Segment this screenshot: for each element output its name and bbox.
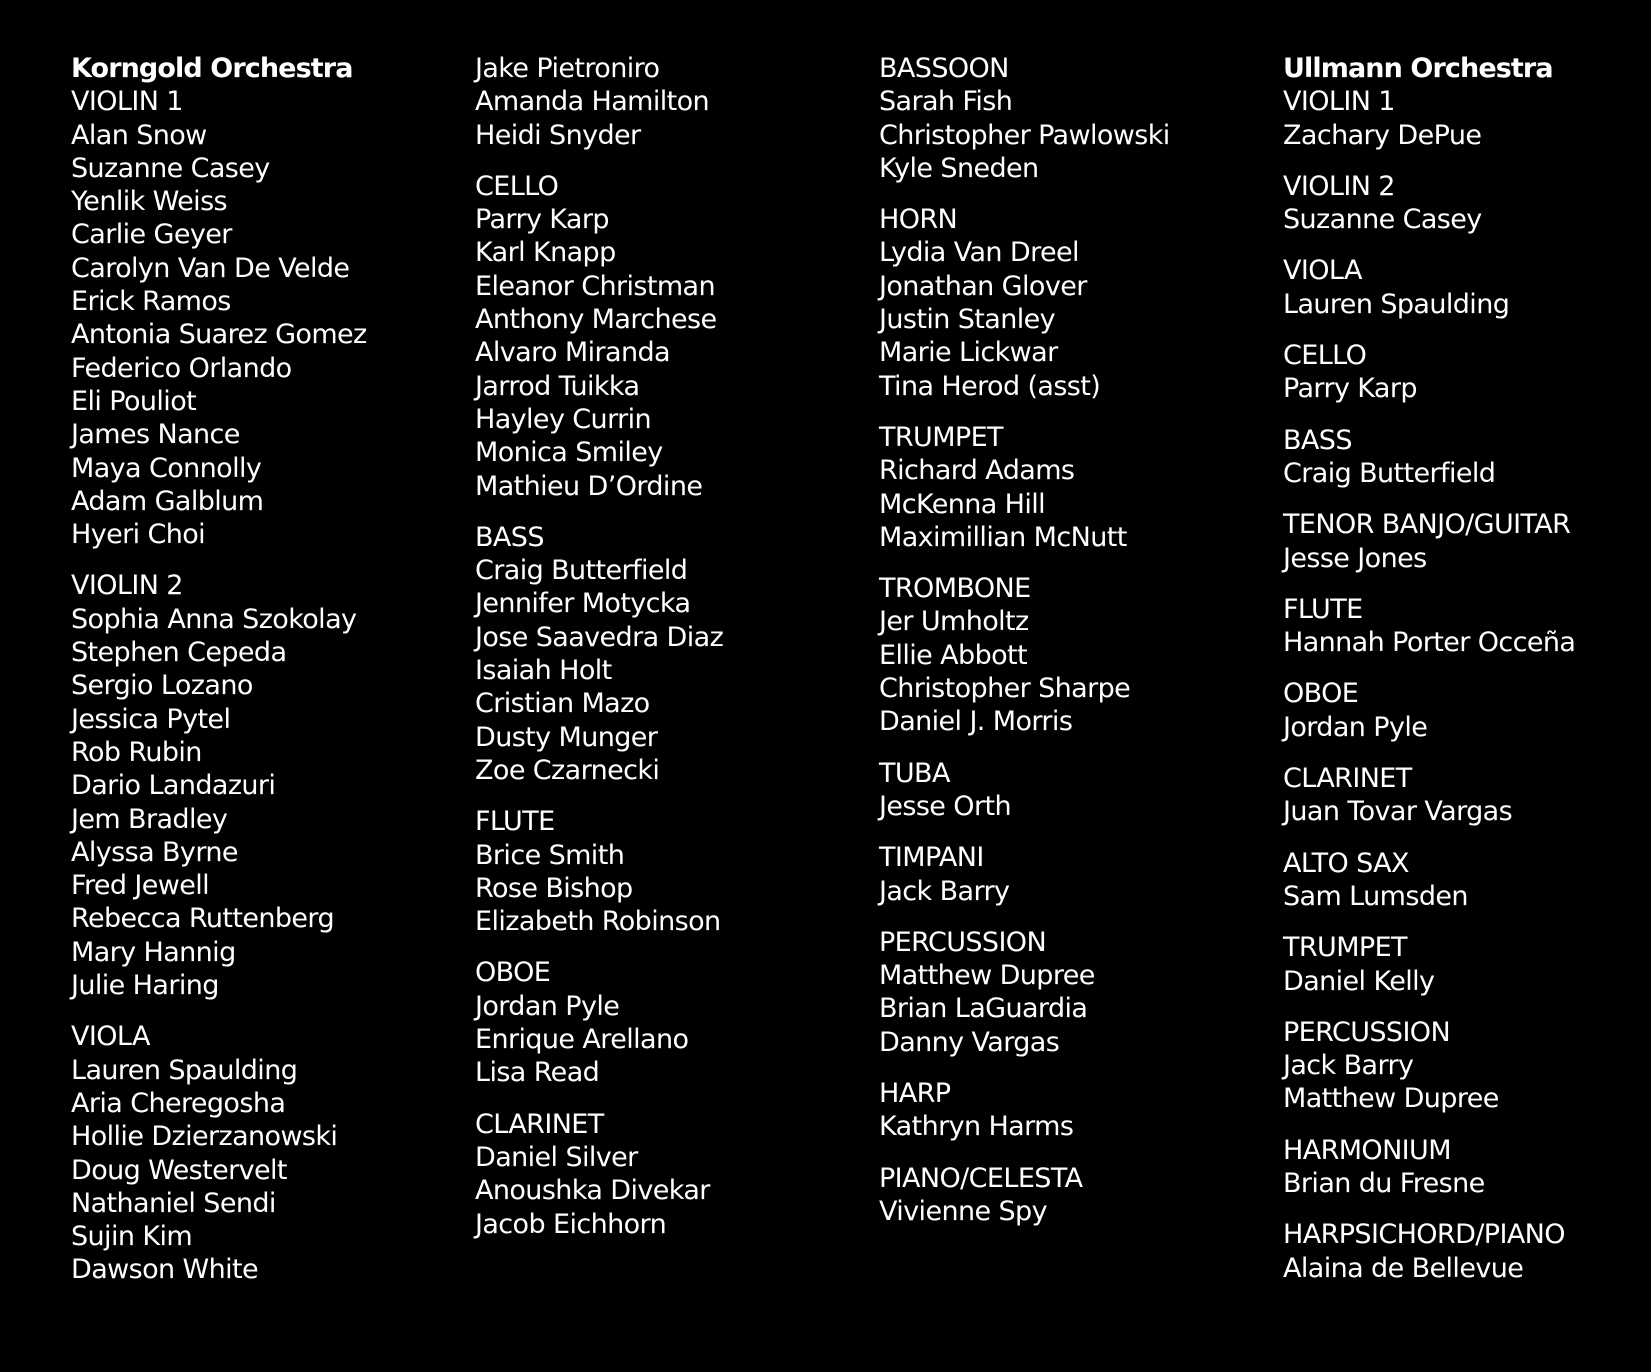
musician-name: Tina Herod (asst) <box>879 370 1101 402</box>
instrument-section <box>879 52 1274 185</box>
musician-name: Sophia Anna Szokolay <box>71 603 357 635</box>
musician-name: Zachary DePue <box>1283 119 1482 151</box>
musician-name: Adam Galblum <box>71 485 264 517</box>
musician-name: Amanda Hamilton <box>475 86 710 118</box>
musician-name: Kyle Sneden <box>879 152 1039 184</box>
musician-name: Suzanne Casey <box>71 152 270 184</box>
musician-name: Richard Adams <box>879 455 1075 487</box>
musician-name: Christopher Pawlowski <box>879 119 1170 151</box>
section-heading: VIOLIN 2 <box>1283 170 1395 202</box>
musician-name: Lauren Spaulding <box>71 1054 298 1086</box>
instrument-section <box>71 1020 466 1286</box>
instrument-section <box>1283 339 1651 406</box>
musician-name: Fred Jewell <box>71 870 210 902</box>
musician-name: Justin Stanley <box>879 304 1055 336</box>
musician-name: Karl Knapp <box>475 237 616 269</box>
instrument-section <box>1283 762 1651 829</box>
section-heading: CLARINET <box>1283 763 1412 795</box>
musician-name: Rose Bishop <box>475 872 633 904</box>
musician-name: Monica Smiley <box>475 437 663 469</box>
musician-name: Juan Tovar Vargas <box>1283 796 1513 828</box>
musician-name: Ellie Abbott <box>879 639 1027 671</box>
section-heading: PERCUSSION <box>1283 1016 1451 1048</box>
musician-name: Maya Connolly <box>71 452 262 484</box>
section-heading: BASSOON <box>879 53 1009 84</box>
musician-name: Aria Cheregosha <box>71 1087 286 1119</box>
instrument-section <box>71 569 466 1002</box>
instrument-section <box>475 521 870 787</box>
musician-name: James Nance <box>71 419 240 451</box>
musician-name: Suzanne Casey <box>1283 204 1482 236</box>
musician-name: Jem Bradley <box>71 803 228 835</box>
musician-name: Kathryn Harms <box>879 1111 1074 1143</box>
musician-name: Mary Hannig <box>71 936 236 968</box>
musician-name: Stephen Cepeda <box>71 637 287 669</box>
musician-name: Lisa Read <box>475 1057 600 1089</box>
section-heading: BASS <box>475 521 544 553</box>
section-heading: CLARINET <box>475 1108 604 1140</box>
musician-name: Jesse Jones <box>1283 542 1427 574</box>
section-heading: OBOE <box>475 957 551 989</box>
section-heading: OBOE <box>1283 678 1359 710</box>
musician-name: Parry Karp <box>1283 373 1417 405</box>
musician-name: Enrique Arellano <box>475 1024 689 1056</box>
instrument-section <box>879 757 1274 824</box>
musician-name: Eli Pouliot <box>71 385 197 417</box>
section-heading: FLUTE <box>475 806 555 838</box>
musician-name: Brice Smith <box>475 839 625 871</box>
orchestra-title: Ullmann Orchestra <box>1283 53 1553 84</box>
musician-name: Rob Rubin <box>71 736 202 768</box>
musician-name: Jake Pietroniro <box>475 53 660 84</box>
musician-name: Yenlik Weiss <box>71 186 228 218</box>
section-heading: VIOLIN 1 <box>1283 86 1395 118</box>
section-heading: VIOLIN 1 <box>71 86 183 118</box>
instrument-section <box>1283 170 1651 237</box>
musician-name: Anthony Marchese <box>475 304 717 336</box>
musician-name: Brian LaGuardia <box>879 993 1088 1025</box>
instrument-section <box>879 926 1274 1059</box>
musician-name: Zoe Czarnecki <box>475 754 660 786</box>
musician-name: Hayley Currin <box>475 403 652 435</box>
musician-name: Julie Haring <box>71 970 219 1002</box>
musician-name: Antonia Suarez Gomez <box>71 319 367 351</box>
musician-name: Lydia Van Dreel <box>879 237 1079 269</box>
instrument-section <box>475 170 870 503</box>
roster-column-3 <box>879 52 1274 1228</box>
musician-name: Jacob Eichhorn <box>475 1208 667 1240</box>
section-heading: TRUMPET <box>1283 932 1407 964</box>
musician-name: Jarrod Tuikka <box>475 370 640 402</box>
musician-name: Jonathan Glover <box>879 270 1087 302</box>
instrument-section <box>475 805 870 938</box>
musician-name: Doug Westervelt <box>71 1154 287 1186</box>
musician-name: Lauren Spaulding <box>1283 288 1510 320</box>
musician-name: Jennifer Motycka <box>475 588 691 620</box>
musician-name: Sarah Fish <box>879 86 1013 118</box>
musician-name: Cristian Mazo <box>475 688 650 720</box>
roster-column-4 <box>1283 52 1651 1285</box>
musician-name: Federico Orlando <box>71 352 292 384</box>
section-heading: FLUTE <box>1283 593 1363 625</box>
musician-name: Erick Ramos <box>71 286 231 318</box>
musician-name: Alan Snow <box>71 119 207 151</box>
musician-name: Jessica Pytel <box>71 703 231 735</box>
musician-name: Carolyn Van De Velde <box>71 252 350 284</box>
instrument-section <box>475 52 870 152</box>
instrument-section <box>1283 254 1651 321</box>
musician-name: Anoushka Divekar <box>475 1175 710 1207</box>
musician-name: Marie Lickwar <box>879 337 1058 369</box>
instrument-section <box>1283 1134 1651 1201</box>
instrument-section <box>879 841 1274 908</box>
instrument-section <box>1283 847 1651 914</box>
section-heading: HORN <box>879 204 958 236</box>
section-heading: HARMONIUM <box>1283 1134 1451 1166</box>
musician-name: Mathieu D’Ordine <box>475 470 703 502</box>
musician-name: Hannah Porter Occeña <box>1283 627 1576 659</box>
musician-name: Christopher Sharpe <box>879 673 1131 705</box>
musician-name: Sergio Lozano <box>71 670 253 702</box>
musician-name: Jordan Pyle <box>475 990 620 1022</box>
instrument-section <box>879 1077 1274 1144</box>
instrument-section <box>1283 508 1651 575</box>
musician-name: Carlie Geyer <box>71 219 232 251</box>
instrument-section <box>475 956 870 1089</box>
instrument-section <box>1283 424 1651 491</box>
section-heading: BASS <box>1283 424 1352 456</box>
musician-name: Dario Landazuri <box>71 770 276 802</box>
musician-name: Parry Karp <box>475 204 609 236</box>
instrument-section <box>1283 1218 1651 1285</box>
section-heading: HARP <box>879 1078 951 1110</box>
section-heading: VIOLA <box>1283 255 1362 287</box>
instrument-section <box>879 1162 1274 1229</box>
section-heading: TIMPANI <box>879 842 984 874</box>
instrument-section <box>475 1108 870 1241</box>
musician-name: Vivienne Spy <box>879 1195 1047 1227</box>
roster-column-1 <box>71 52 466 1287</box>
instrument-section <box>1283 931 1651 998</box>
musician-name: Alvaro Miranda <box>475 337 670 369</box>
instrument-section <box>879 421 1274 554</box>
musician-name: Alyssa Byrne <box>71 836 238 868</box>
section-heading: VIOLIN 2 <box>71 570 183 602</box>
musician-name: Alaina de Bellevue <box>1283 1252 1524 1284</box>
section-heading: PIANO/CELESTA <box>879 1162 1083 1194</box>
section-heading: ALTO SAX <box>1283 847 1409 879</box>
musician-name: Matthew Dupree <box>1283 1083 1499 1115</box>
section-heading: TROMBONE <box>879 573 1031 605</box>
instrument-section <box>71 52 466 551</box>
musician-name: Craig Butterfield <box>475 555 688 587</box>
musician-name: Hollie Dzierzanowski <box>71 1121 338 1153</box>
instrument-section <box>1283 1016 1651 1116</box>
instrument-section <box>1283 593 1651 660</box>
musician-name: Heidi Snyder <box>475 119 641 151</box>
section-heading: PERCUSSION <box>879 926 1047 958</box>
section-heading: VIOLA <box>71 1021 150 1053</box>
musician-name: Craig Butterfield <box>1283 457 1496 489</box>
musician-name: Daniel J. Morris <box>879 706 1073 738</box>
musician-name: Jack Barry <box>1283 1050 1414 1082</box>
musician-name: Daniel Kelly <box>1283 965 1435 997</box>
musician-name: Brian du Fresne <box>1283 1168 1485 1200</box>
musician-name: Nathaniel Sendi <box>71 1187 276 1219</box>
musician-name: Maximillian McNutt <box>879 521 1127 553</box>
roster-column-2 <box>475 52 870 1241</box>
section-heading: CELLO <box>475 170 559 202</box>
musician-name: Sam Lumsden <box>1283 880 1468 912</box>
orchestra-title: Korngold Orchestra <box>71 53 353 84</box>
section-heading: TENOR BANJO/GUITAR <box>1283 509 1571 541</box>
musician-name: Danny Vargas <box>879 1026 1060 1058</box>
section-heading: CELLO <box>1283 340 1367 372</box>
musician-name: Jordan Pyle <box>1283 711 1428 743</box>
musician-name: Sujin Kim <box>71 1221 193 1253</box>
instrument-section <box>879 572 1274 738</box>
instrument-section <box>1283 677 1651 744</box>
musician-name: Hyeri Choi <box>71 519 206 551</box>
musician-name: Jer Umholtz <box>879 606 1029 638</box>
section-heading: HARPSICHORD/PIANO <box>1283 1219 1565 1251</box>
instrument-section <box>879 203 1274 403</box>
musician-name: Jesse Orth <box>879 790 1011 822</box>
musician-name: Elizabeth Robinson <box>475 906 721 938</box>
musician-name: Dawson White <box>71 1254 259 1286</box>
instrument-section <box>1283 52 1651 152</box>
musician-name: Dusty Munger <box>475 721 658 753</box>
musician-name: Jose Saavedra Diaz <box>475 621 724 653</box>
orchestra-roster <box>0 52 1651 1352</box>
section-heading: TUBA <box>879 757 950 789</box>
musician-name: Rebecca Ruttenberg <box>71 903 334 935</box>
musician-name: Matthew Dupree <box>879 960 1095 992</box>
musician-name: Isaiah Holt <box>475 655 612 687</box>
musician-name: Eleanor Christman <box>475 270 716 302</box>
musician-name: Jack Barry <box>879 875 1010 907</box>
section-heading: TRUMPET <box>879 421 1003 453</box>
musician-name: McKenna Hill <box>879 488 1046 520</box>
musician-name: Daniel Silver <box>475 1141 638 1173</box>
